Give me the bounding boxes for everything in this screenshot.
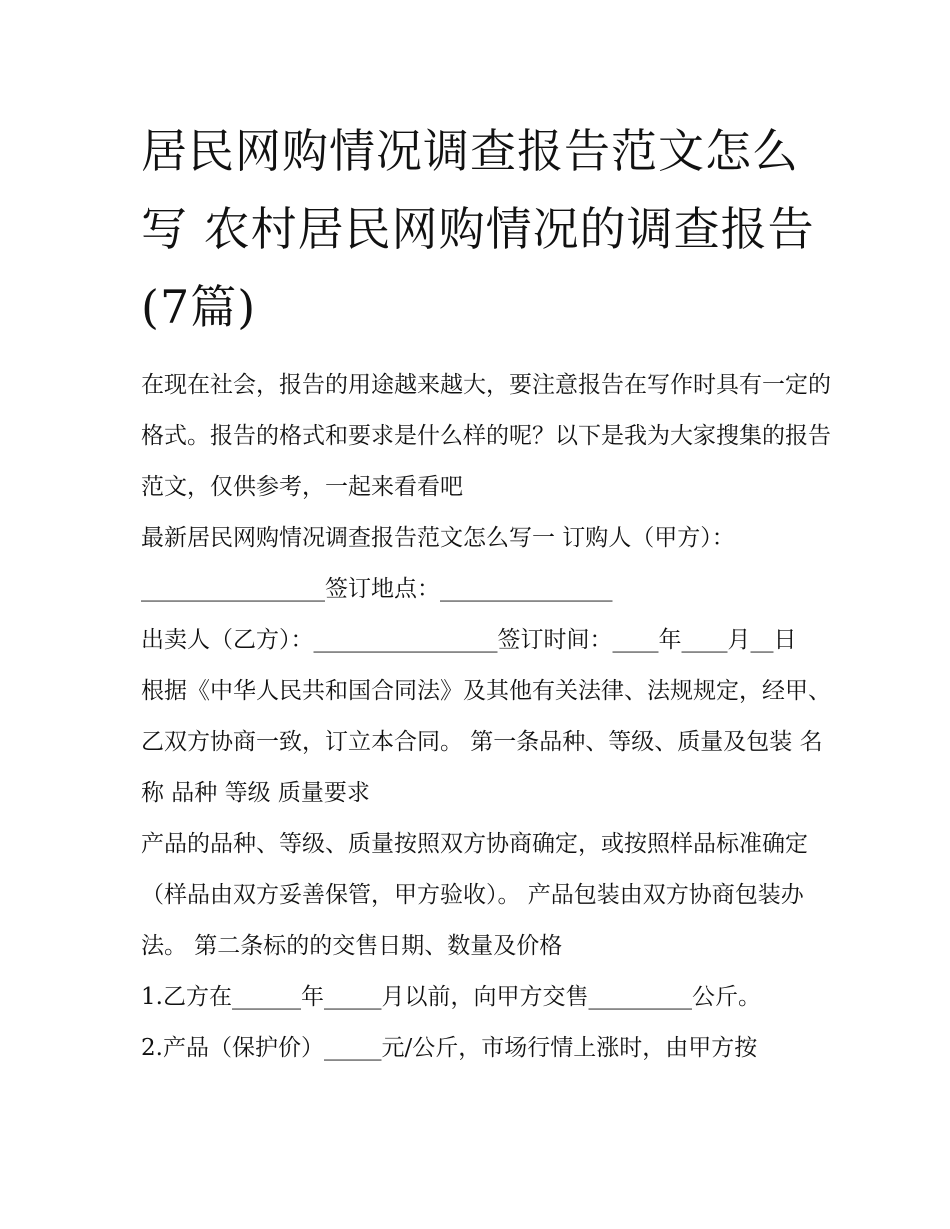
- document-title: 居民网购情况调查报告范文怎么写 农村居民网购情况的调查报告(7篇): [141, 124, 815, 334]
- document-body: [141, 360, 831, 1074]
- paragraph-item-2: 2.产品（保护价）_____元/公斤，市场行情上涨时，由甲方按: [141, 1035, 758, 1061]
- paragraph-buyer: 最新居民网购情况调查报告范文怎么写一 订购人（甲方）：________________签订地点：_______________: [141, 525, 735, 602]
- paragraph-item-1: 1.乙方在______年_____月以前，向甲方交售_________公斤。: [141, 984, 761, 1010]
- document-page: [141, 112, 831, 1074]
- paragraph-quality: 产品的品种、等级、质量按照双方协商确定，或按照样品标准确定（样品由双方妥善保管，甲方验收）。 产品包装由双方协商包装办法。 第二条标的的交售日期、数量及价格: [141, 831, 808, 959]
- paragraph-seller: 出卖人（乙方）：________________签订时间：____年____月__日: [141, 627, 797, 653]
- paragraph-intro: 在现在社会，报告的用途越来越大，要注意报告在写作时具有一定的格式。报告的格式和要求是什么样的呢？以下是我为大家搜集的报告范文，仅供参考，一起来看看吧: [141, 372, 831, 500]
- paragraph-basis: 根据《中华人民共和国合同法》及其他有关法律、法规规定，经甲、乙双方协商一致，订立本合同。 第一条品种、等级、质量及包装 名称 品种 等级 质量要求: [141, 678, 831, 806]
